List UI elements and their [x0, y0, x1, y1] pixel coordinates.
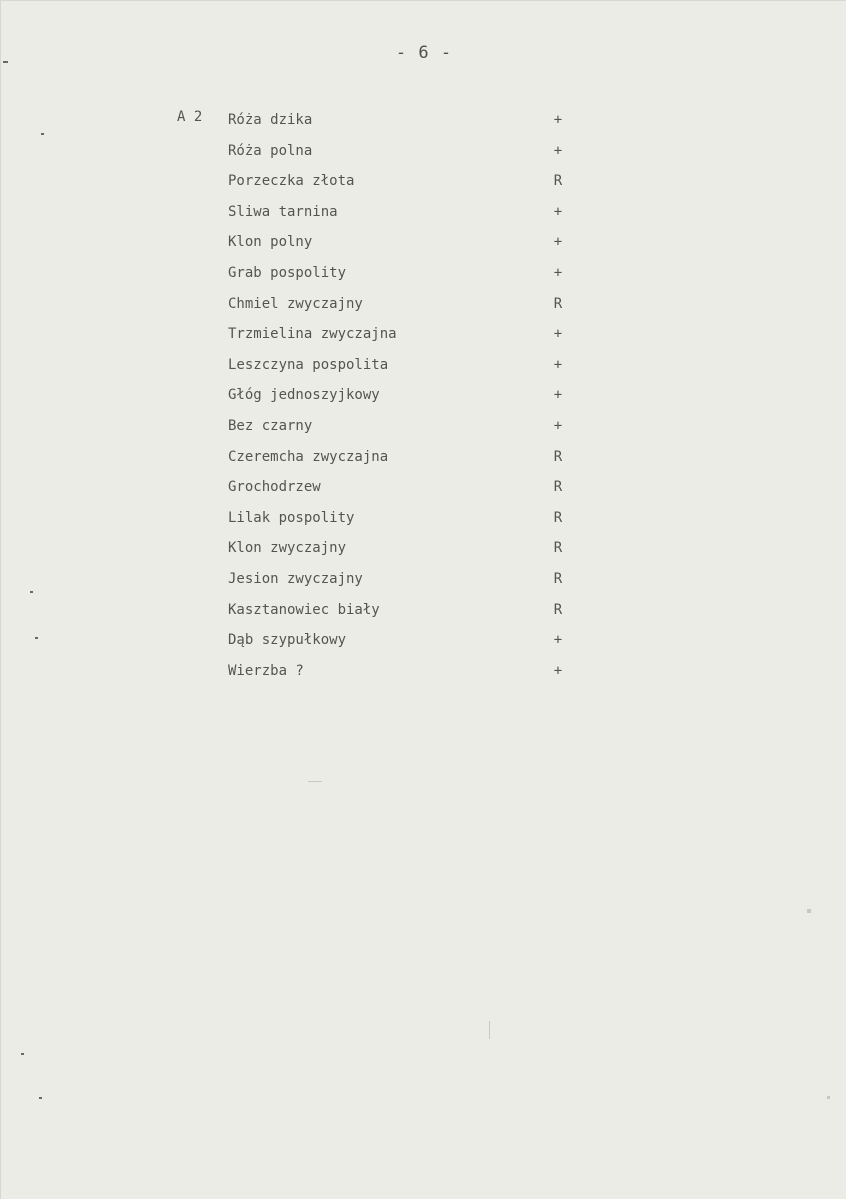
species-mark: R	[553, 479, 563, 496]
species-mark: R	[553, 509, 563, 526]
species-mark: R	[553, 295, 563, 312]
species-name: Sliwa tarnina	[228, 203, 338, 220]
list-item	[228, 140, 568, 171]
species-mark: +	[553, 326, 563, 343]
species-mark: R	[553, 173, 563, 190]
list-item	[228, 507, 568, 538]
list-item	[228, 476, 568, 507]
species-name: Klon zwyczajny	[228, 540, 347, 557]
species-name: Trzmielina zwyczajna	[228, 326, 397, 343]
species-list	[228, 109, 568, 690]
list-item	[228, 537, 568, 568]
species-mark: +	[553, 387, 563, 404]
scan-dot	[35, 637, 38, 639]
species-name: Jesion zwyczajny	[228, 570, 363, 587]
list-item	[228, 293, 568, 324]
page-number: - 6 -	[395, 43, 453, 63]
species-mark: R	[553, 570, 563, 587]
species-mark: +	[553, 112, 563, 128]
species-name: Kasztanowiec biały	[228, 601, 380, 618]
species-name: Leszczyna pospolita	[228, 356, 389, 373]
scan-dot	[39, 1097, 42, 1099]
list-item	[228, 354, 568, 385]
species-mark: +	[553, 203, 563, 220]
species-mark: +	[553, 142, 563, 159]
species-mark: +	[553, 632, 563, 649]
species-name: Czeremcha zwyczajna	[228, 448, 389, 465]
species-name: Róża polna	[228, 142, 313, 159]
species-mark: R	[553, 448, 563, 465]
species-name: Głóg jednoszyjkowy	[228, 387, 380, 404]
scan-dot	[41, 133, 44, 135]
list-item	[228, 262, 568, 293]
list-item	[228, 109, 568, 140]
list-item	[228, 384, 568, 415]
scan-dot	[3, 61, 8, 63]
scan-streak	[489, 1021, 490, 1039]
species-name: Róża dzika	[228, 112, 313, 128]
species-mark: +	[553, 417, 563, 434]
list-item	[228, 568, 568, 599]
scan-streak	[807, 909, 811, 913]
list-item	[228, 201, 568, 232]
section-label: A 2	[177, 109, 203, 125]
list-item	[228, 660, 568, 691]
species-mark: +	[553, 662, 563, 679]
species-mark: +	[553, 356, 563, 373]
scan-streak	[827, 1096, 830, 1099]
species-mark: +	[553, 234, 563, 251]
species-mark: +	[553, 264, 563, 281]
species-name: Porzeczka złota	[228, 173, 355, 190]
species-name: Wierzba ?	[228, 662, 304, 679]
species-name: Grab pospolity	[228, 264, 347, 281]
scan-streak	[308, 781, 322, 782]
species-name: Grochodrzew	[228, 479, 321, 496]
species-name: Dąb szypułkowy	[228, 632, 347, 649]
scan-dot	[21, 1053, 24, 1055]
list-item	[228, 170, 568, 201]
species-name: Lilak pospolity	[228, 509, 355, 526]
species-mark: R	[553, 601, 563, 618]
scan-dot	[30, 591, 33, 593]
list-item	[228, 323, 568, 354]
list-item	[228, 231, 568, 262]
list-item	[228, 599, 568, 630]
species-mark: R	[553, 540, 563, 557]
list-item	[228, 415, 568, 446]
list-item	[228, 629, 568, 660]
species-name: Klon polny	[228, 234, 313, 251]
species-name: Bez czarny	[228, 417, 313, 434]
list-item	[228, 446, 568, 477]
species-name: Chmiel zwyczajny	[228, 295, 363, 312]
